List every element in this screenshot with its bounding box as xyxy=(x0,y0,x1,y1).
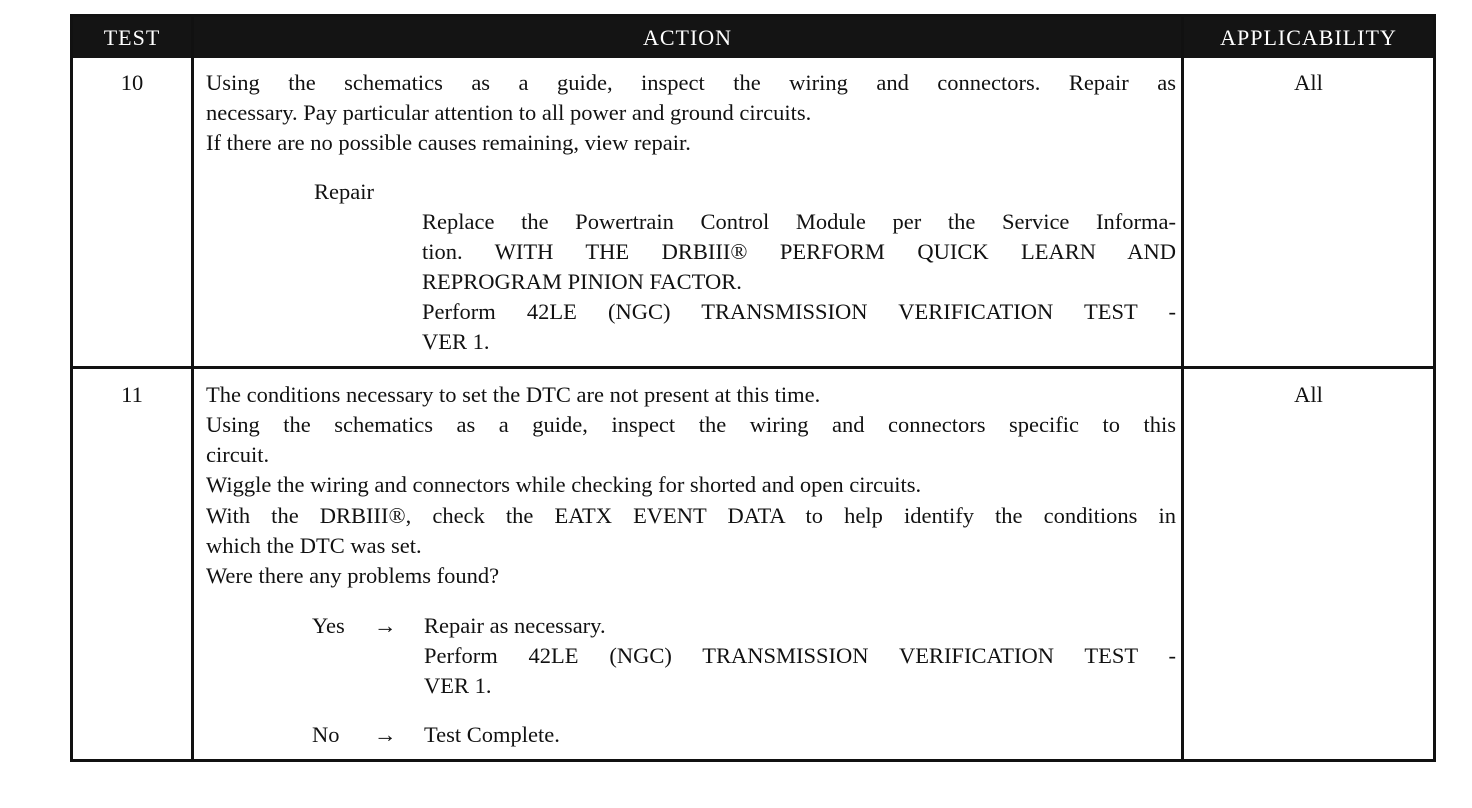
no-outcome-text: Test Complete. xyxy=(424,722,560,747)
header-applicability: APPLICABILITY xyxy=(1220,25,1397,50)
repair-label: Repair xyxy=(314,179,374,204)
table-header xyxy=(73,17,1433,58)
action-text: Wiggle the wiring and connectors while checking for shorted and open circuits. xyxy=(206,472,922,497)
repair-text: tion. WITH THE DRBIII® PERFORM QUICK LEARN AND xyxy=(422,239,1176,264)
applicability-value: All xyxy=(1294,382,1323,407)
action-text: necessary. Pay particular attention to all power and ground circuits. xyxy=(206,100,812,125)
yes-arrow-icon: → xyxy=(374,613,397,638)
diagnostic-table xyxy=(70,14,1436,762)
no-label: No xyxy=(312,722,340,747)
action-text: Were there any problems found? xyxy=(206,563,500,588)
header-test: TEST xyxy=(103,25,161,50)
test-number: 10 xyxy=(120,70,144,95)
action-text: circuit. xyxy=(206,442,270,467)
repair-text: REPROGRAM PINION FACTOR. xyxy=(422,269,742,294)
applicability-value: All xyxy=(1294,70,1323,95)
header-action: ACTION xyxy=(642,25,733,50)
repair-text: VER 1. xyxy=(422,329,490,354)
action-text: The conditions necessary to set the DTC are not present at this time. xyxy=(206,382,821,407)
no-arrow-icon: → xyxy=(374,722,397,747)
action-text: which the DTC was set. xyxy=(206,533,422,558)
action-text: Using the schematics as a guide, inspect the wiring and connectors. Repair as xyxy=(206,70,1176,95)
action-text: If there are no possible causes remaining, view repair. xyxy=(206,130,691,155)
action-text: Using the schematics as a guide, inspect the wiring and connectors specific to this xyxy=(206,412,1176,437)
test-number: 11 xyxy=(121,382,143,407)
yes-outcome-text: Repair as necessary. xyxy=(424,613,606,638)
action-text: With the DRBIII®, check the EATX EVENT DATA to help identify the conditions in xyxy=(206,503,1176,528)
column-divider xyxy=(191,17,194,759)
repair-text: Perform 42LE (NGC) TRANSMISSION VERIFICATION TEST - xyxy=(422,299,1176,324)
yes-outcome-text: VER 1. xyxy=(424,673,492,698)
row-divider xyxy=(73,366,1433,369)
repair-text: Replace the Powertrain Control Module per the Service Informa- xyxy=(422,209,1176,234)
yes-label: Yes xyxy=(312,613,345,638)
yes-outcome-text: Perform 42LE (NGC) TRANSMISSION VERIFICATION TEST - xyxy=(424,643,1176,668)
